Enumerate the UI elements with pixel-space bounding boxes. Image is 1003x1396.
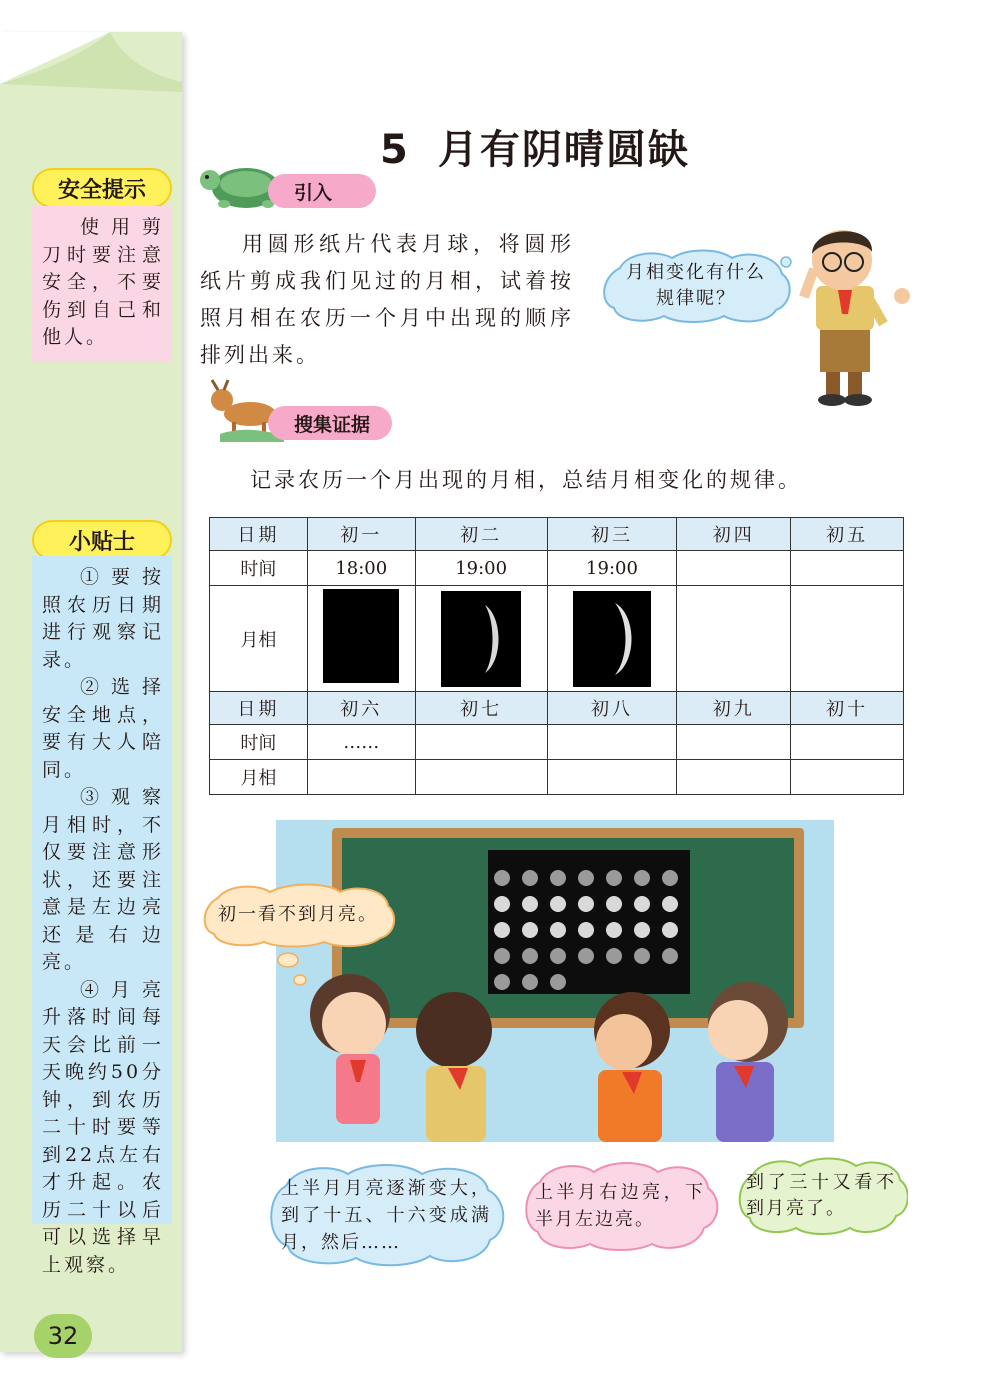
table-row bbox=[210, 551, 904, 586]
bubble-blue bbox=[262, 1162, 510, 1268]
table-cell bbox=[677, 725, 791, 760]
boy-thinking-illustration bbox=[782, 212, 912, 408]
table-cell bbox=[415, 725, 547, 760]
table-cell: 初六 bbox=[307, 692, 415, 725]
table-cell bbox=[415, 760, 547, 795]
bubble-tail-dots bbox=[270, 950, 310, 990]
moon-dot bbox=[662, 870, 678, 886]
moon-dot bbox=[494, 948, 510, 964]
table-cell bbox=[677, 551, 791, 586]
intro-label: 引入 bbox=[268, 174, 376, 208]
phase-header: 月相 bbox=[210, 586, 308, 692]
intro-thought-bubble bbox=[598, 248, 794, 324]
table-cell: 初八 bbox=[547, 692, 677, 725]
tips-box bbox=[32, 556, 172, 1276]
moon-dot bbox=[550, 948, 566, 964]
bubble-pink-text: 上半月右边亮，下半月左边亮。 bbox=[535, 1182, 705, 1230]
table-cell: 初二 bbox=[415, 518, 547, 551]
safety-tip-box bbox=[32, 206, 172, 362]
table-row bbox=[210, 692, 904, 725]
table-cell: 初五 bbox=[791, 518, 904, 551]
moon-dot bbox=[550, 922, 566, 938]
table-cell: 18:00 bbox=[307, 551, 415, 586]
moon-dot bbox=[606, 948, 622, 964]
moon-dot bbox=[550, 870, 566, 886]
lesson-title bbox=[380, 118, 690, 175]
classroom-illustration bbox=[276, 820, 834, 1142]
moon-dot bbox=[522, 948, 538, 964]
bubble-blue-text: 上半月月亮逐渐变大，到了十五、十六变成满月，然后…… bbox=[281, 1177, 491, 1253]
new-moon-photo bbox=[323, 589, 399, 683]
moon-dot bbox=[634, 922, 650, 938]
table-cell bbox=[547, 725, 677, 760]
moon-dot bbox=[578, 896, 594, 912]
moon-dot bbox=[578, 948, 594, 964]
table-cell bbox=[547, 760, 677, 795]
table-cell: 初十 bbox=[791, 692, 904, 725]
table-cell: 初三 bbox=[547, 518, 677, 551]
table-cell: 19:00 bbox=[547, 551, 677, 586]
bubble-pink bbox=[520, 1160, 720, 1252]
moon-dot bbox=[522, 922, 538, 938]
left-bubble-text: 初一看不到月亮。 bbox=[218, 904, 378, 925]
table-row bbox=[210, 725, 904, 760]
moon-dot bbox=[634, 948, 650, 964]
table-cell bbox=[307, 586, 415, 692]
page-curl-decoration bbox=[0, 32, 182, 92]
table-cell bbox=[677, 760, 791, 795]
table-cell: 初九 bbox=[677, 692, 791, 725]
crescent-moon-photo bbox=[573, 591, 651, 687]
table-cell bbox=[791, 725, 904, 760]
moon-dot bbox=[662, 922, 678, 938]
table-cell bbox=[307, 760, 415, 795]
time-header: 时间 bbox=[210, 551, 308, 586]
evidence-label: 搜集证据 bbox=[268, 406, 392, 440]
table-cell bbox=[791, 551, 904, 586]
moon-dot bbox=[634, 870, 650, 886]
table-cell: 初七 bbox=[415, 692, 547, 725]
table-row bbox=[210, 518, 904, 551]
table-cell bbox=[415, 586, 547, 692]
tip-item: ④月亮升落时间每天会比前一天晚约50分钟，到农历二十时要等到22点左右才升起。农历二十以后可以选择早上观察。 bbox=[42, 978, 164, 1276]
tips-title: 小贴士 bbox=[32, 520, 172, 560]
moon-dot bbox=[606, 870, 622, 886]
moon-dot bbox=[606, 896, 622, 912]
date-header: 日期 bbox=[210, 692, 308, 725]
table-row bbox=[210, 586, 904, 692]
tip-item: ②选择安全地点，要有大人陪同。 bbox=[42, 676, 164, 781]
moon-dot bbox=[522, 870, 538, 886]
moon-dot bbox=[550, 896, 566, 912]
date-header: 日期 bbox=[210, 518, 308, 551]
lesson-number: 5 bbox=[380, 127, 410, 173]
tip-item: ③观察月相时，不仅要注意形状，还要注意是左边亮还是右边亮。 bbox=[42, 786, 164, 973]
lesson-title-text: 月有阴晴圆缺 bbox=[437, 127, 690, 173]
table-cell: …… bbox=[307, 725, 415, 760]
evidence-text: 记录农历一个月出现的月相，总结月相变化的规律。 bbox=[250, 468, 802, 492]
moon-dot bbox=[662, 948, 678, 964]
moon-dot bbox=[578, 870, 594, 886]
table-cell bbox=[791, 586, 904, 692]
moon-dot bbox=[662, 896, 678, 912]
table-cell bbox=[791, 760, 904, 795]
page-number: 32 bbox=[34, 1314, 92, 1358]
moon-dot bbox=[522, 896, 538, 912]
safety-tip-text: 使用剪刀时要注意安全，不要伤到自己和他人。 bbox=[42, 216, 164, 348]
bubble-green bbox=[734, 1156, 908, 1236]
safety-tip-title: 安全提示 bbox=[32, 168, 172, 208]
moon-phase-table bbox=[209, 517, 904, 795]
moon-dot bbox=[606, 922, 622, 938]
children-group bbox=[276, 970, 834, 1142]
time-header: 时间 bbox=[210, 725, 308, 760]
moon-dot bbox=[494, 922, 510, 938]
phase-header: 月相 bbox=[210, 760, 308, 795]
intro-bubble-text: 月相变化有什么规律呢？ bbox=[626, 262, 766, 309]
intro-text: 用圆形纸片代表月球，将圆形纸片剪成我们见过的月相，试着按照月相在农历一个月中出现的顺序排列出来。 bbox=[200, 232, 574, 367]
moon-dot bbox=[578, 922, 594, 938]
moon-dot bbox=[494, 870, 510, 886]
moon-dot bbox=[634, 896, 650, 912]
moon-dot bbox=[494, 896, 510, 912]
table-cell bbox=[677, 586, 791, 692]
bubble-green-text: 到了三十又看不到月亮了。 bbox=[746, 1172, 896, 1219]
left-thought-bubble bbox=[198, 882, 398, 948]
thin-crescent-moon-photo bbox=[441, 591, 521, 687]
table-cell: 19:00 bbox=[415, 551, 547, 586]
table-row bbox=[210, 760, 904, 795]
table-cell: 初一 bbox=[307, 518, 415, 551]
tip-item: ①要按照农历日期进行观察记录。 bbox=[42, 566, 164, 671]
table-cell: 初四 bbox=[677, 518, 791, 551]
table-cell bbox=[547, 586, 677, 692]
